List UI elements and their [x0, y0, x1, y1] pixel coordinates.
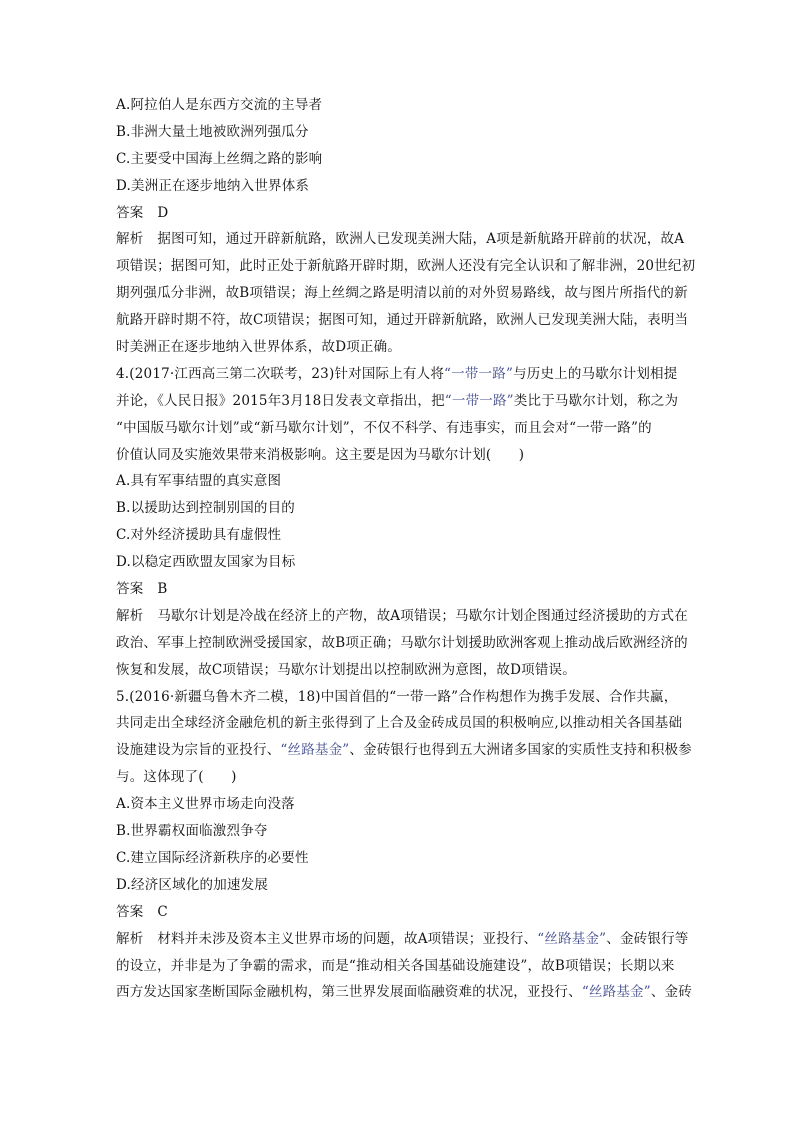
explain-text: 、金砖银行等	[606, 930, 689, 947]
answer-value: D	[157, 204, 169, 221]
explain-label: 解析	[116, 231, 144, 248]
explain-label: 解析	[116, 607, 144, 624]
q5-stem-line	[116, 737, 702, 764]
q4-stem-line: “中国版马歇尔计划”或“新马歇尔计划”，不仅不科学、有违事实，而且会对“一带一路”的	[116, 419, 652, 436]
q4-stem-text: 与历史上的马歇尔计划相提	[513, 365, 678, 382]
q3-option-c: C.主要受中国海上丝绸之路的影响	[116, 150, 323, 167]
explain-text: 马歇尔计划是冷战在经济上的产物，故A项错误；马歇尔计划企图通过经济援助的方式在	[157, 607, 688, 624]
answer-label: 答案	[116, 903, 144, 920]
highlighted-quote: “丝路基金”	[581, 984, 651, 1001]
q3-explain-line: 期列强瓜分非洲，故B项错误；海上丝绸之路是明清以前的对外贸易路线，故与图片所指代的新	[116, 285, 688, 302]
answer-value: B	[157, 581, 168, 598]
q5-explain-line: 的设立，并非是为了争霸的需求，而是“推动相关各国基础设施建设”，故B项错误；长期以来	[116, 957, 675, 974]
highlighted-quote: “一带一路”	[444, 365, 514, 382]
q3-explain-line: 航路开辟时期不符，故C项错误；据图可知，通过开辟新航路，欧洲人已发现美洲大陆，表明当	[116, 312, 689, 329]
q3-explain-line	[116, 226, 702, 253]
q5-option-d: D.经济区域化的加速发展	[116, 876, 269, 893]
q5-stem-line: 与。这体现了( )	[116, 769, 237, 786]
q4-explain-line: 政治、军事上控制欧洲受援国家，故B项正确；马歇尔计划援助欧洲客观上推动战后欧洲经济的	[116, 634, 688, 651]
q4-stem-line	[116, 388, 702, 415]
q4-answer	[116, 576, 702, 603]
q5-stem-line: 共同走出全球经济金融危机的新主张得到了上合及金砖成员国的积极响应,以推动相关各国基础	[116, 715, 683, 732]
q5-option-b: B.世界霸权面临激烈争夺	[116, 823, 268, 840]
q4-explain-line: 恢复和发展，故C项错误；马歇尔计划提出以控制欧洲为意图，故D项错误。	[116, 661, 576, 678]
q4-option-d: D.以稳定西欧盟友国家为目标	[116, 554, 296, 571]
answer-value: C	[157, 903, 168, 920]
explain-text: 西方发达国家垄断国际金融机构，第三世界发展面临融资难的状况，亚投行、	[116, 984, 582, 1001]
q5-option-c: C.建立国际经济新秩序的必要性	[116, 849, 309, 866]
highlighted-quote: “丝路基金”	[280, 742, 350, 759]
q5-stem-line: 5.(2016·新疆乌鲁木齐二模，18)中国首倡的“一带一路”合作构想作为携手发展、合作共赢，	[116, 688, 678, 705]
q4-option-c: C.对外经济援助具有虚假性	[116, 527, 282, 544]
q4-option-b: B.以援助达到控制别国的目的	[116, 500, 296, 517]
q3-option-d: D.美洲正在逐步地纳入世界体系	[116, 177, 310, 194]
q3-option-a: A.阿拉伯人是东西方交流的主导者	[116, 97, 323, 113]
q3-answer	[116, 200, 702, 227]
explain-text: 材料并未涉及资本主义世界市场的问题，故A项错误；亚投行、	[157, 930, 538, 947]
answer-label: 答案	[116, 204, 144, 221]
q5-explain-line	[116, 979, 702, 1006]
q3-option-b: B.非洲大量土地被欧洲列强瓜分	[116, 123, 309, 140]
q4-stem-text: 4.(2017·江西高三第二次联考，23)针对国际上有人将	[116, 365, 445, 382]
highlighted-quote: “丝路基金”	[537, 930, 607, 947]
q4-stem-line: 价值认同及实施效果带来消极影响。这主要是因为马歇尔计划( )	[116, 446, 525, 463]
q4-stem-line	[116, 361, 702, 388]
q4-stem-text: 并论，《人民日报》2015年3月18日发表文章指出，把	[116, 392, 445, 409]
q5-stem-text: 设施建设为宗旨的亚投行、	[116, 742, 281, 759]
q5-stem-text: 、金砖银行也得到五大洲诸多国家的实质性支持和积极参	[349, 742, 692, 759]
q4-stem-text: 类比于马歇尔计划，称之为	[513, 392, 679, 409]
q3-explain-line: 项错误；据图可知，此时正处于新航路开辟时期，欧洲人还没有完全认识和了解非洲，20世纪初	[116, 258, 696, 275]
explain-text: 、金砖	[650, 984, 692, 1001]
q4-option-a: A.具有军事结盟的真实意图	[116, 473, 282, 490]
explain-label: 解析	[116, 930, 144, 947]
document-page	[116, 92, 702, 1006]
q5-option-a: A.资本主义世界市场走向没落	[116, 796, 295, 813]
answer-label: 答案	[116, 581, 144, 598]
q5-answer	[116, 899, 702, 926]
q4-explain-line	[116, 603, 702, 630]
explain-text: 据图可知，通过开辟新航路，欧洲人已发现美洲大陆，A项是新航路开辟前的状况，故A	[157, 231, 685, 248]
q3-explain-line: 时美洲正在逐步地纳入世界体系，故D项正确。	[116, 339, 402, 356]
q5-explain-line	[116, 926, 702, 953]
highlighted-quote: “一带一路”	[444, 392, 514, 409]
